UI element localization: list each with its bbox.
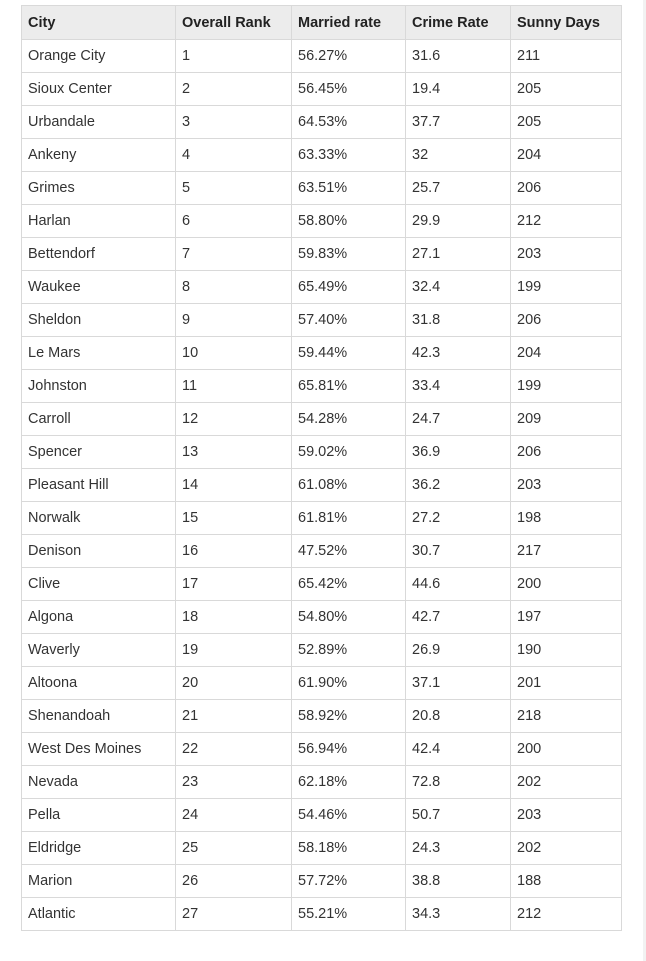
- cell-city: Waverly: [22, 634, 176, 667]
- cell-city: Pleasant Hill: [22, 469, 176, 502]
- cell-overall-rank: 12: [176, 403, 292, 436]
- cell-overall-rank: 23: [176, 766, 292, 799]
- cell-married-rate: 65.42%: [292, 568, 406, 601]
- table-row: [22, 205, 622, 238]
- table-row: [22, 832, 622, 865]
- table-row: [22, 898, 622, 931]
- cell-overall-rank: 7: [176, 238, 292, 271]
- cell-married-rate: 65.49%: [292, 271, 406, 304]
- cell-overall-rank: 1: [176, 40, 292, 73]
- cell-married-rate: 58.80%: [292, 205, 406, 238]
- cell-crime-rate: 31.6: [406, 40, 511, 73]
- cell-overall-rank: 27: [176, 898, 292, 931]
- cell-sunny-days: 211: [511, 40, 622, 73]
- cell-city: Carroll: [22, 403, 176, 436]
- cell-married-rate: 59.83%: [292, 238, 406, 271]
- cell-city: Orange City: [22, 40, 176, 73]
- cell-crime-rate: 30.7: [406, 535, 511, 568]
- cell-overall-rank: 13: [176, 436, 292, 469]
- cell-sunny-days: 209: [511, 403, 622, 436]
- cell-city: Bettendorf: [22, 238, 176, 271]
- column-header-married-rate: Married rate: [292, 6, 406, 40]
- table-row: [22, 601, 622, 634]
- cell-city: Urbandale: [22, 106, 176, 139]
- cell-married-rate: 61.81%: [292, 502, 406, 535]
- table-row: [22, 568, 622, 601]
- table-body: [22, 40, 622, 931]
- column-header-overall-rank: Overall Rank: [176, 6, 292, 40]
- table-row: [22, 799, 622, 832]
- cell-overall-rank: 19: [176, 634, 292, 667]
- city-ranking-table: [21, 5, 622, 931]
- cell-overall-rank: 21: [176, 700, 292, 733]
- column-header-sunny-days: Sunny Days: [511, 6, 622, 40]
- cell-crime-rate: 29.9: [406, 205, 511, 238]
- cell-sunny-days: 204: [511, 337, 622, 370]
- cell-sunny-days: 206: [511, 304, 622, 337]
- cell-overall-rank: 26: [176, 865, 292, 898]
- table-row: [22, 370, 622, 403]
- cell-married-rate: 56.94%: [292, 733, 406, 766]
- cell-crime-rate: 36.2: [406, 469, 511, 502]
- cell-married-rate: 57.72%: [292, 865, 406, 898]
- cell-married-rate: 54.46%: [292, 799, 406, 832]
- cell-city: Clive: [22, 568, 176, 601]
- cell-married-rate: 63.51%: [292, 172, 406, 205]
- cell-sunny-days: 206: [511, 172, 622, 205]
- table-row: [22, 40, 622, 73]
- cell-overall-rank: 4: [176, 139, 292, 172]
- table-row: [22, 766, 622, 799]
- cell-crime-rate: 24.3: [406, 832, 511, 865]
- cell-sunny-days: 205: [511, 73, 622, 106]
- cell-married-rate: 64.53%: [292, 106, 406, 139]
- cell-city: Sioux Center: [22, 73, 176, 106]
- cell-crime-rate: 20.8: [406, 700, 511, 733]
- table-row: [22, 106, 622, 139]
- cell-overall-rank: 17: [176, 568, 292, 601]
- cell-sunny-days: 218: [511, 700, 622, 733]
- cell-sunny-days: 200: [511, 568, 622, 601]
- cell-overall-rank: 14: [176, 469, 292, 502]
- cell-overall-rank: 3: [176, 106, 292, 139]
- cell-crime-rate: 36.9: [406, 436, 511, 469]
- cell-married-rate: 59.02%: [292, 436, 406, 469]
- cell-crime-rate: 44.6: [406, 568, 511, 601]
- cell-overall-rank: 22: [176, 733, 292, 766]
- cell-city: Norwalk: [22, 502, 176, 535]
- cell-overall-rank: 15: [176, 502, 292, 535]
- cell-overall-rank: 25: [176, 832, 292, 865]
- table-row: [22, 139, 622, 172]
- table-row: [22, 733, 622, 766]
- table-row: [22, 172, 622, 205]
- cell-crime-rate: 19.4: [406, 73, 511, 106]
- cell-crime-rate: 24.7: [406, 403, 511, 436]
- cell-sunny-days: 217: [511, 535, 622, 568]
- table-row: [22, 535, 622, 568]
- cell-city: Marion: [22, 865, 176, 898]
- cell-married-rate: 61.90%: [292, 667, 406, 700]
- cell-city: Pella: [22, 799, 176, 832]
- table-row: [22, 700, 622, 733]
- cell-city: Algona: [22, 601, 176, 634]
- cell-sunny-days: 204: [511, 139, 622, 172]
- cell-crime-rate: 42.7: [406, 601, 511, 634]
- cell-sunny-days: 201: [511, 667, 622, 700]
- cell-overall-rank: 20: [176, 667, 292, 700]
- cell-married-rate: 54.80%: [292, 601, 406, 634]
- cell-sunny-days: 206: [511, 436, 622, 469]
- cell-sunny-days: 199: [511, 370, 622, 403]
- cell-city: Altoona: [22, 667, 176, 700]
- cell-sunny-days: 203: [511, 238, 622, 271]
- cell-married-rate: 54.28%: [292, 403, 406, 436]
- cell-sunny-days: 197: [511, 601, 622, 634]
- cell-city: Ankeny: [22, 139, 176, 172]
- cell-crime-rate: 33.4: [406, 370, 511, 403]
- cell-city: Nevada: [22, 766, 176, 799]
- column-header-city: City: [22, 6, 176, 40]
- cell-city: Denison: [22, 535, 176, 568]
- city-ranking-table-container: [21, 5, 621, 931]
- table-row: [22, 403, 622, 436]
- column-header-crime-rate: Crime Rate: [406, 6, 511, 40]
- table-row: [22, 337, 622, 370]
- cell-crime-rate: 32.4: [406, 271, 511, 304]
- cell-crime-rate: 72.8: [406, 766, 511, 799]
- cell-married-rate: 58.92%: [292, 700, 406, 733]
- cell-married-rate: 56.45%: [292, 73, 406, 106]
- cell-city: West Des Moines: [22, 733, 176, 766]
- table-header: [22, 6, 622, 40]
- cell-overall-rank: 11: [176, 370, 292, 403]
- cell-sunny-days: 198: [511, 502, 622, 535]
- cell-crime-rate: 27.1: [406, 238, 511, 271]
- cell-overall-rank: 24: [176, 799, 292, 832]
- cell-city: Atlantic: [22, 898, 176, 931]
- cell-crime-rate: 26.9: [406, 634, 511, 667]
- cell-crime-rate: 27.2: [406, 502, 511, 535]
- cell-married-rate: 61.08%: [292, 469, 406, 502]
- cell-married-rate: 57.40%: [292, 304, 406, 337]
- cell-sunny-days: 205: [511, 106, 622, 139]
- cell-married-rate: 63.33%: [292, 139, 406, 172]
- cell-crime-rate: 37.1: [406, 667, 511, 700]
- table-row: [22, 469, 622, 502]
- table-row: [22, 865, 622, 898]
- cell-city: Waukee: [22, 271, 176, 304]
- table-row: [22, 667, 622, 700]
- cell-overall-rank: 16: [176, 535, 292, 568]
- cell-crime-rate: 31.8: [406, 304, 511, 337]
- cell-crime-rate: 42.3: [406, 337, 511, 370]
- cell-overall-rank: 18: [176, 601, 292, 634]
- cell-married-rate: 55.21%: [292, 898, 406, 931]
- cell-sunny-days: 212: [511, 205, 622, 238]
- cell-sunny-days: 200: [511, 733, 622, 766]
- cell-overall-rank: 6: [176, 205, 292, 238]
- cell-crime-rate: 34.3: [406, 898, 511, 931]
- cell-crime-rate: 37.7: [406, 106, 511, 139]
- table-row: [22, 238, 622, 271]
- cell-sunny-days: 190: [511, 634, 622, 667]
- cell-crime-rate: 38.8: [406, 865, 511, 898]
- cell-married-rate: 56.27%: [292, 40, 406, 73]
- cell-city: Le Mars: [22, 337, 176, 370]
- table-row: [22, 73, 622, 106]
- cell-overall-rank: 8: [176, 271, 292, 304]
- cell-sunny-days: 199: [511, 271, 622, 304]
- cell-married-rate: 58.18%: [292, 832, 406, 865]
- cell-overall-rank: 9: [176, 304, 292, 337]
- header-row: [22, 6, 622, 40]
- cell-city: Harlan: [22, 205, 176, 238]
- table-row: [22, 271, 622, 304]
- cell-crime-rate: 42.4: [406, 733, 511, 766]
- table-row: [22, 634, 622, 667]
- cell-city: Sheldon: [22, 304, 176, 337]
- cell-crime-rate: 25.7: [406, 172, 511, 205]
- cell-sunny-days: 203: [511, 799, 622, 832]
- table-row: [22, 304, 622, 337]
- cell-sunny-days: 212: [511, 898, 622, 931]
- cell-sunny-days: 202: [511, 832, 622, 865]
- cell-overall-rank: 10: [176, 337, 292, 370]
- cell-overall-rank: 5: [176, 172, 292, 205]
- cell-married-rate: 65.81%: [292, 370, 406, 403]
- cell-married-rate: 47.52%: [292, 535, 406, 568]
- cell-sunny-days: 188: [511, 865, 622, 898]
- cell-city: Shenandoah: [22, 700, 176, 733]
- cell-married-rate: 52.89%: [292, 634, 406, 667]
- cell-married-rate: 62.18%: [292, 766, 406, 799]
- cell-city: Grimes: [22, 172, 176, 205]
- cell-city: Spencer: [22, 436, 176, 469]
- cell-crime-rate: 50.7: [406, 799, 511, 832]
- table-row: [22, 502, 622, 535]
- cell-city: Johnston: [22, 370, 176, 403]
- table-row: [22, 436, 622, 469]
- cell-overall-rank: 2: [176, 73, 292, 106]
- cell-crime-rate: 32: [406, 139, 511, 172]
- cell-sunny-days: 203: [511, 469, 622, 502]
- cell-sunny-days: 202: [511, 766, 622, 799]
- cell-city: Eldridge: [22, 832, 176, 865]
- cell-married-rate: 59.44%: [292, 337, 406, 370]
